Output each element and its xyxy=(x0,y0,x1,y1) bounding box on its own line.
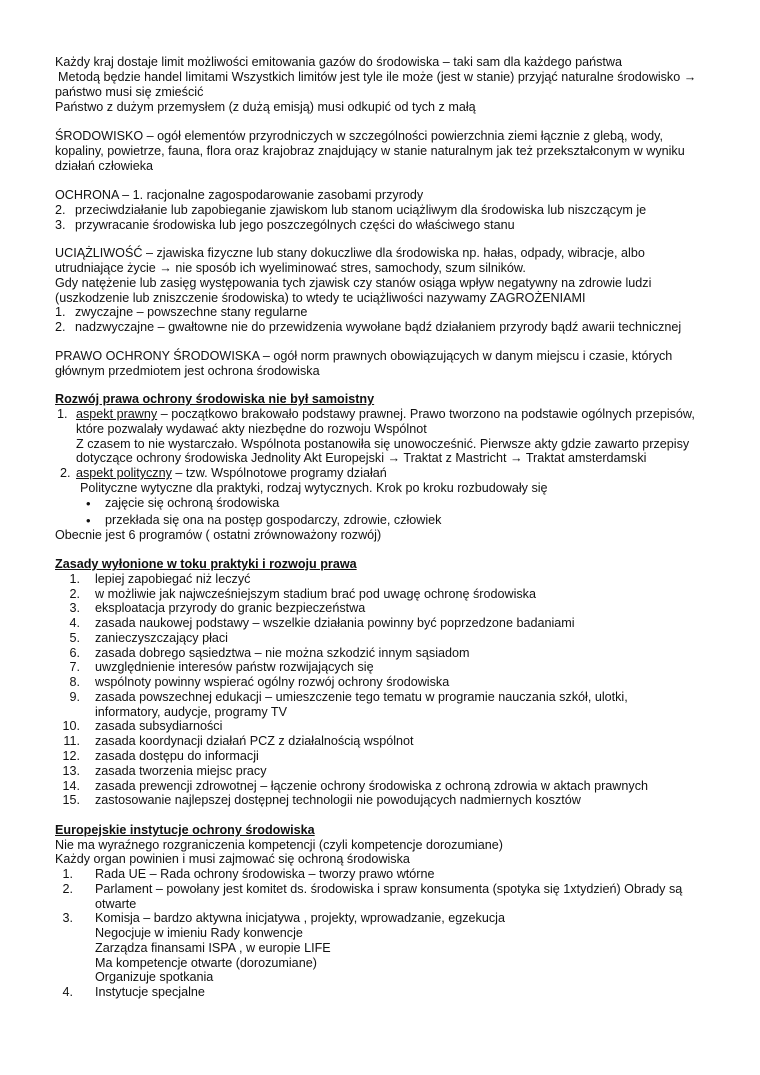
uciazliwosc-definition: Gdy natężenie lub zasięg występowania tych zjawisk czy stanów osiąga wpływ negatywny na zdrowie ludzi xyxy=(55,276,652,290)
aspekt-polityczny-line: Polityczne wytyczne dla praktyki, rodzaj wytycznych. Krok po kroku rozbudowały się xyxy=(80,481,548,495)
list-item: zasada naukowej podstawy – wszelkie działania powinny być poprzedzone badaniami xyxy=(95,616,575,630)
prawo-definition: głównym przedmiotem jest ochrona środowiska xyxy=(55,364,320,378)
list-item: przeciwdziałanie lub zapobieganie zjawiskom lub stanom uciążliwym dla środowiska lub niszczącym je xyxy=(75,203,647,217)
aspekt-prawny-line xyxy=(76,407,695,422)
list-item: uwzględnienie interesów państw rozwijających się xyxy=(95,660,374,674)
section-heading-rozwoj: Rozwój prawa ochrony środowiska nie był samoistny xyxy=(55,392,375,406)
list-number: 2. xyxy=(62,882,73,896)
list-item: zasada dobrego sąsiedztwa – nie można szkodzić innym sąsiadom xyxy=(95,646,470,660)
list-number: 1. xyxy=(57,407,68,421)
list-number: 2. xyxy=(55,320,66,334)
list-item: zasada koordynacji działań PCZ z działalnością wspólnot xyxy=(95,734,414,748)
instytucje-line: Każdy organ powinien i musi zajmować się ochroną środowiska xyxy=(55,852,410,866)
uciazliwosc-definition: utrudniające życie → nie sposób ich wyeliminować stres, samochody, szum silników. xyxy=(55,261,526,275)
list-item: zwyczajne – powszechne stany regularne xyxy=(75,305,308,319)
list-item: zanieczyszczający płaci xyxy=(95,631,228,645)
list-item-continuation: Zarządza finansami ISPA , w europie LIFE xyxy=(95,941,331,955)
list-number: 10. xyxy=(62,719,80,733)
list-number: 2. xyxy=(55,203,66,217)
ochrona-definition: OCHRONA – 1. racjonalne zagospodarowanie zasobami przyrody xyxy=(55,188,424,202)
list-item: zasada powszechnej edukacji – umieszczenie tego tematu w programie nauczania szkół, ulotki, xyxy=(95,690,628,704)
list-item: w możliwie jak najwcześniejszym stadium brać pod uwagę ochronę środowiska xyxy=(95,587,536,601)
list-item: Rada UE – Rada ochrony środowiska – tworzy prawo wtórne xyxy=(95,867,435,881)
list-number: 1. xyxy=(55,305,66,319)
list-number: 13. xyxy=(62,764,80,778)
instytucje-line: Nie ma wyraźnego rozgraniczenia kompetencji (czyli kompetencje dorozumiane) xyxy=(55,838,503,852)
list-item: zasada dostępu do informacji xyxy=(95,749,259,763)
list-item: nadzwyczajne – gwałtowne nie do przewidzenia wywołane bądź działaniem przyrody bądź awarii technicznej xyxy=(75,320,682,334)
bullet-icon: • xyxy=(86,496,91,511)
list-number: 6. xyxy=(69,646,80,660)
list-item: eksploatacja przyrody do granic bezpieczeństwa xyxy=(95,601,366,615)
list-item: przywracanie środowiska lub jego poszczególnych części do właściwego stanu xyxy=(75,218,515,232)
aspekt-polityczny-label: aspekt polityczny xyxy=(76,466,172,480)
list-number: 4. xyxy=(62,985,73,999)
list-number: 7. xyxy=(69,660,80,674)
list-number: 9. xyxy=(69,690,80,704)
list-item: lepiej zapobiegać niż leczyć xyxy=(95,572,251,586)
list-item: Komisja – bardzo aktywna inicjatywa , projekty, wprowadzanie, egzekucja xyxy=(95,911,505,925)
list-number: 2. xyxy=(60,466,71,480)
list-number: 3. xyxy=(69,601,80,615)
aspekt-prawny-line: które pozwalały wydawać akty niezbędne do rozwoju Wspólnot xyxy=(76,422,427,436)
prawo-definition: PRAWO OCHRONY ŚRODOWISKA – ogół norm prawnych obowiązujących w danym miejscu i czasie, których xyxy=(55,349,673,363)
bullet-icon: • xyxy=(86,513,91,528)
list-item: wspólnoty powinny wspierać ogólny rozwój ochrony środowiska xyxy=(95,675,450,689)
list-number: 1. xyxy=(62,867,73,881)
list-number: 4. xyxy=(69,616,80,630)
list-number: 5. xyxy=(69,631,80,645)
list-number: 1. xyxy=(69,572,80,586)
list-number: 2. xyxy=(69,587,80,601)
intro-line: państwo musi się zmieścić xyxy=(55,85,204,99)
aspekt-prawny-line: dotyczące ochrony środowiska Jednolity Akt Europejski → Traktat z Mastricht → Traktat amsterdamski xyxy=(76,451,647,465)
intro-line: Każdy kraj dostaje limit możliwości emitowania gazów do środowiska – taki sam dla każdego państwa xyxy=(55,55,622,69)
list-number: 3. xyxy=(62,911,73,925)
list-number: 8. xyxy=(69,675,80,689)
aspekt-polityczny-line xyxy=(76,466,387,481)
list-item: zastosowanie najlepszej dostępnej technologii nie powodujących nadmiernych kosztów xyxy=(95,793,581,807)
aspekt-prawny-text: – początkowo brakowało podstawy prawnej. Prawo tworzono na podstawie ogólnych przepisów, xyxy=(157,407,695,421)
list-item: zasada prewencji zdrowotnej – łączenie ochrony środowiska z ochroną zdrowia w aktach prawnych xyxy=(95,779,649,793)
section-heading-instytucje: Europejskie instytucje ochrony środowiska xyxy=(55,823,315,837)
intro-line: Metodą będzie handel limitami Wszystkich limitów jest tyle ile może (jest w stanie) przyjąć naturalne środowisko → xyxy=(58,70,697,84)
bullet-item: przekłada się ona na postęp gospodarczy, zdrowie, człowiek xyxy=(105,513,442,527)
bullet-item: zajęcie się ochroną środowiska xyxy=(105,496,280,510)
list-number: 3. xyxy=(55,218,66,232)
aspekt-polityczny-text: – tzw. Wspólnotowe programy działań xyxy=(171,466,387,480)
srodowisko-definition: działań człowieka xyxy=(55,159,154,173)
section-heading-zasady: Zasady wyłonione w toku praktyki i rozwoju prawa xyxy=(55,557,357,571)
list-number: 12. xyxy=(62,749,80,763)
list-item-continuation: otwarte xyxy=(95,897,137,911)
list-number: 15. xyxy=(62,793,80,807)
list-item: zasada subsydiarności xyxy=(95,719,223,733)
list-item: Parlament – powołany jest komitet ds. środowiska i spraw konsumenta (spotyka się 1xtydzień) Obrady są xyxy=(95,882,683,896)
rozwoj-closing: Obecnie jest 6 programów ( ostatni zrównoważony rozwój) xyxy=(55,528,382,542)
uciazliwosc-definition: UCIĄŻLIWOŚĆ – zjawiska fizyczne lub stany dokuczliwe dla środowiska np. hałas, odpady, wibracje, albo xyxy=(55,246,645,260)
intro-line: Państwo z dużym przemysłem (z dużą emisją) musi odkupić od tych z małą xyxy=(55,100,476,114)
list-item-continuation: Ma kompetencje otwarte (dorozumiane) xyxy=(95,956,317,970)
list-item: Instytucje specjalne xyxy=(95,985,205,999)
aspekt-prawny-label: aspekt prawny xyxy=(76,407,158,421)
list-item-continuation: Organizuje spotkania xyxy=(95,970,214,984)
list-item: zasada tworzenia miejsc pracy xyxy=(95,764,267,778)
list-item-continuation: informatory, audycje, programy TV xyxy=(95,705,288,719)
list-number: 14. xyxy=(62,779,80,793)
aspekt-prawny-line: Z czasem to nie wystarczało. Wspólnota postanowiła się unowocześnić. Pierwsze akty gdzie zawarto przepisy xyxy=(76,437,690,451)
srodowisko-definition: ŚRODOWISKO – ogół elementów przyrodniczych w szczególności powierzchnia ziemi łącznie z glebą, wody, xyxy=(55,129,664,143)
list-number: 11. xyxy=(63,734,80,748)
list-item-continuation: Negocjuje w imieniu Rady konwencje xyxy=(95,926,303,940)
srodowisko-definition: kopaliny, powietrze, fauna, flora oraz krajobraz znajdujący w stanie naturalnym jak też przekształconym w wyniku xyxy=(55,144,685,158)
uciazliwosc-definition: (uszkodzenie lub zniszczenie środowiska) to wtedy te uciążliwości nazywamy ZAGROŻENIAMI xyxy=(55,291,586,305)
